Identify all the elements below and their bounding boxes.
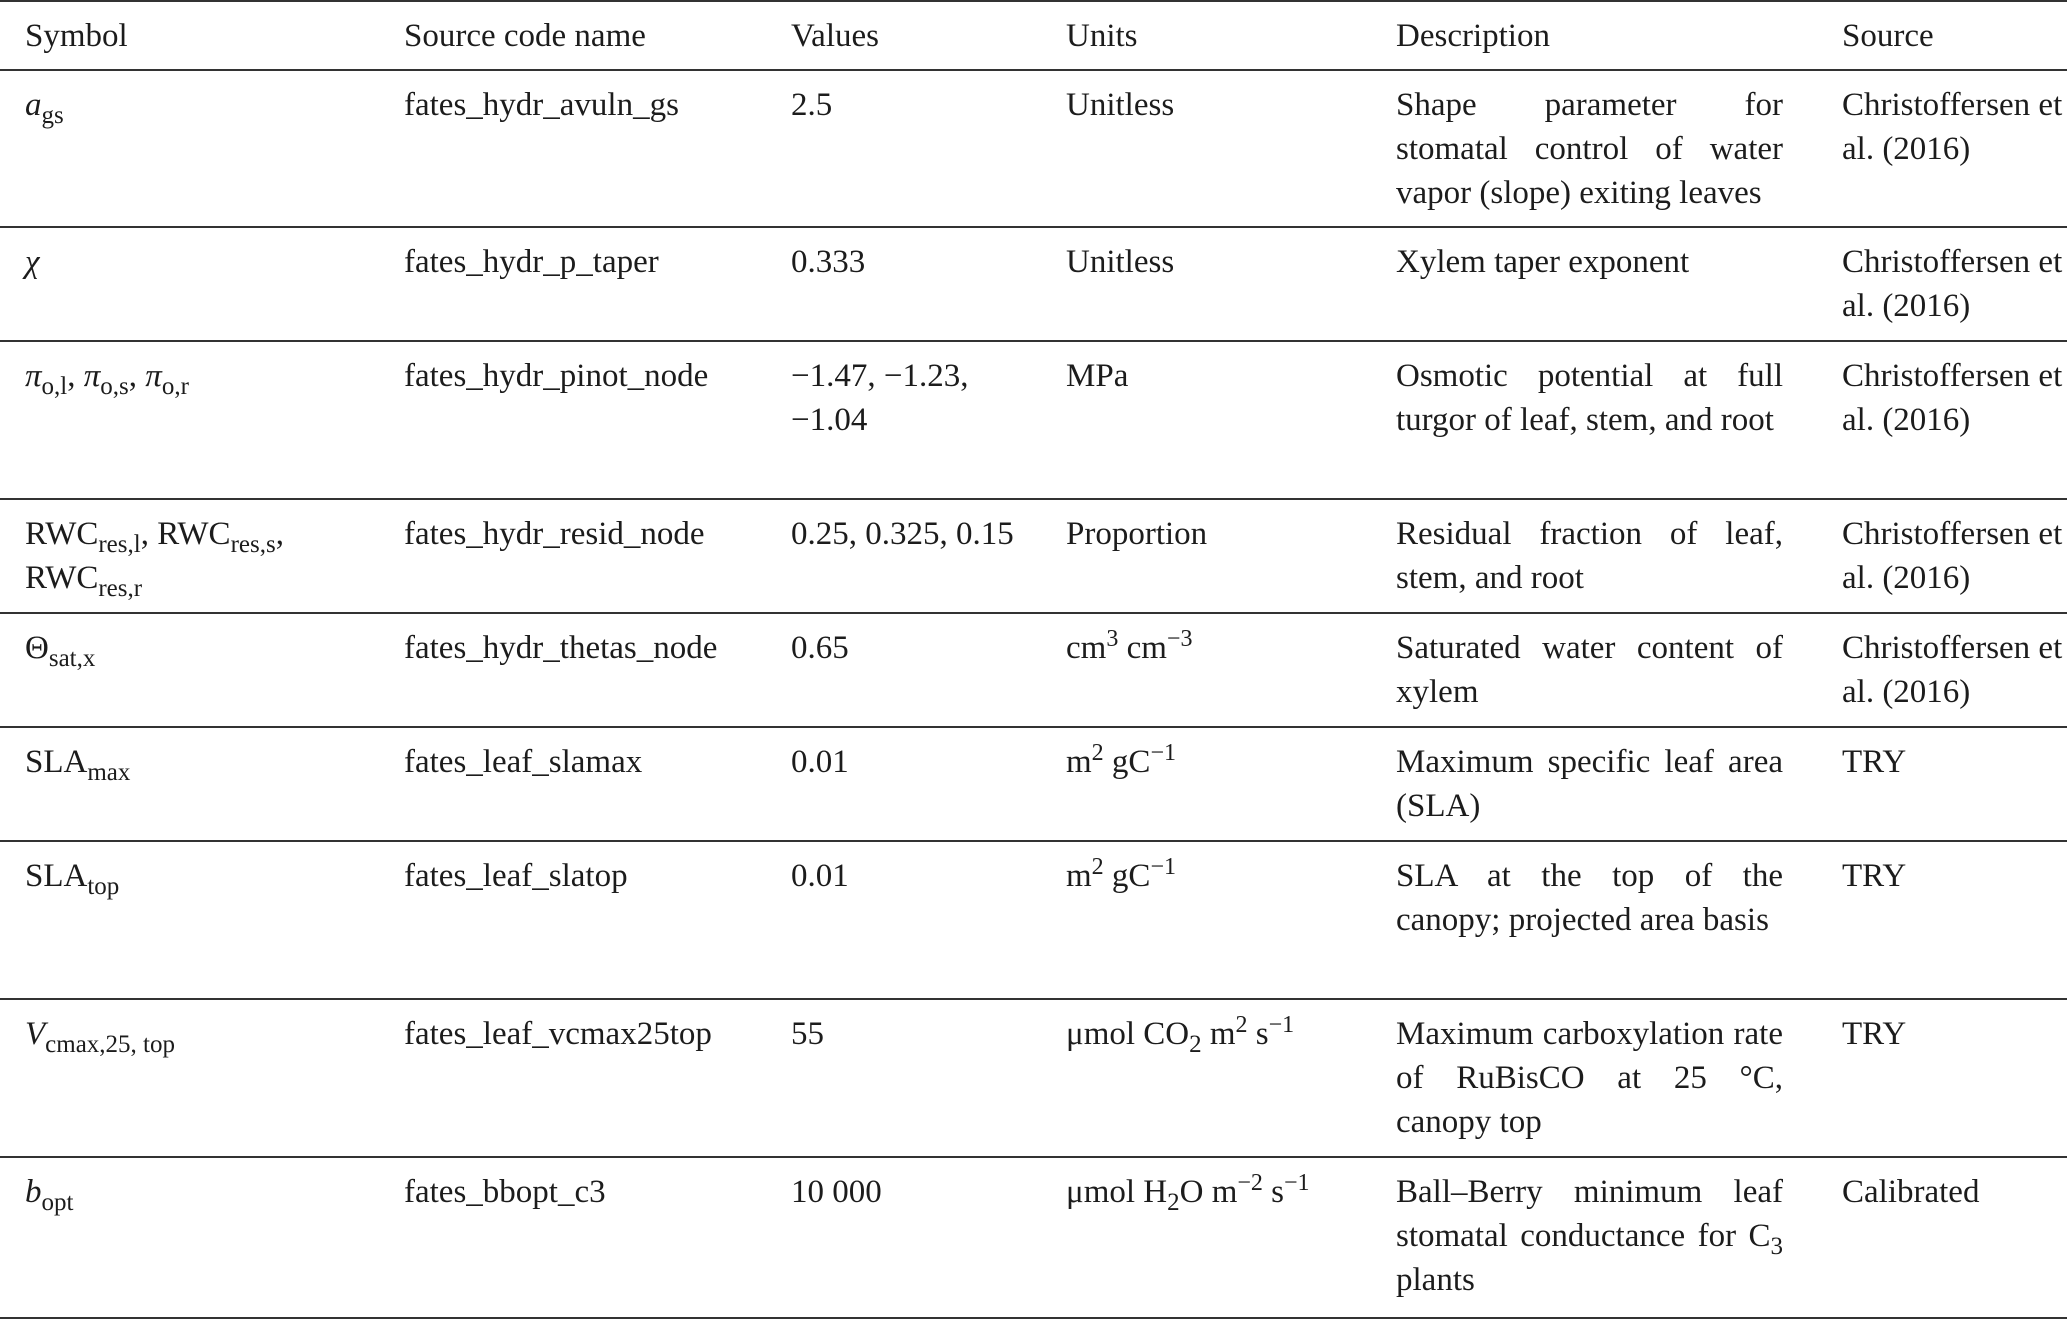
source-code-name-cell: fates_hydr_thetas_node — [379, 613, 766, 727]
source-code-name-cell: fates_hydr_p_taper — [379, 227, 766, 341]
source-code-name-cell: fates_leaf_slatop — [379, 841, 766, 999]
description-cell: Shape parameter for stomatal control of water vapor (slope) exiting leaves — [1371, 70, 1817, 227]
header-symbol: Symbol — [0, 1, 379, 70]
source-code-name-cell: fates_hydr_avuln_gs — [379, 70, 766, 227]
description-cell: Xylem taper exponent — [1371, 227, 1817, 341]
header-values: Values — [766, 1, 1041, 70]
table-row — [0, 999, 2067, 1157]
source-cell: Christoffersen et al. (2016) — [1817, 613, 2067, 727]
source-code-name-cell: fates_leaf_slamax — [379, 727, 766, 841]
values-cell: 55 — [766, 999, 1041, 1157]
values-cell: −1.47, −1.23, −1.04 — [766, 341, 1041, 499]
source-cell: TRY — [1817, 999, 2067, 1157]
table-row — [0, 227, 2067, 341]
units-cell: MPa — [1041, 341, 1371, 499]
description-cell: Ball–Berry minimum leaf stomatal conductance for $C_3$ plants — [1371, 1157, 1817, 1318]
table-row — [0, 727, 2067, 841]
units-cell: Proportion — [1041, 499, 1371, 613]
symbol-cell: $\Theta_{sat,x}$ — [0, 613, 379, 727]
description-cell: SLA at the top of the canopy; projected area basis — [1371, 841, 1817, 999]
values-cell: 0.333 — [766, 227, 1041, 341]
symbol-cell: $\pi_{o,l}$, $\pi_{o,s}$, $\pi_{o,r}$ — [0, 341, 379, 499]
description-cell: Saturated water content of xylem — [1371, 613, 1817, 727]
header-description: Description — [1371, 1, 1817, 70]
table-row — [0, 499, 2067, 613]
units-cell: μmol $H_2O$ $m^{-2}$ $s^{-1}$ — [1041, 1157, 1371, 1318]
table-row — [0, 341, 2067, 499]
source-cell: Calibrated — [1817, 1157, 2067, 1318]
units-cell: $cm^3$ $cm^{-3}$ — [1041, 613, 1371, 727]
table-row — [0, 613, 2067, 727]
header-row — [0, 1, 2067, 70]
units-cell: $m^2$ $gC^{-1}$ — [1041, 841, 1371, 999]
units-cell: μmol $CO_2$ $m^2$ $s^{-1}$ — [1041, 999, 1371, 1157]
values-cell: 0.25, 0.325, 0.15 — [766, 499, 1041, 613]
description-cell: Maximum carboxylation rate of RuBisCO at 25 °C, canopy top — [1371, 999, 1817, 1157]
symbol-cell: $a_{gs}$ — [0, 70, 379, 227]
table-row — [0, 1157, 2067, 1318]
units-cell: Unitless — [1041, 70, 1371, 227]
symbol-cell: $V_{cmax,25, top}$ — [0, 999, 379, 1157]
values-cell: 10 000 — [766, 1157, 1041, 1318]
table-row — [0, 841, 2067, 999]
symbol-cell: $SLA_{top}$ — [0, 841, 379, 999]
description-cell: Osmotic potential at full turgor of leaf, stem, and root — [1371, 341, 1817, 499]
source-code-name-cell: fates_hydr_resid_node — [379, 499, 766, 613]
header-units: Units — [1041, 1, 1371, 70]
source-cell: Christoffersen et al. (2016) — [1817, 70, 2067, 227]
symbol-cell: χ — [0, 227, 379, 341]
values-cell: 2.5 — [766, 70, 1041, 227]
units-cell: $m^2$ $gC^{-1}$ — [1041, 727, 1371, 841]
symbol-cell: $RWC_{res,l}$, $RWC_{res,s}$, $RWC_{res,r}$ — [0, 499, 379, 613]
source-cell: Christoffersen et al. (2016) — [1817, 499, 2067, 613]
values-cell: 0.01 — [766, 727, 1041, 841]
values-cell: 0.01 — [766, 841, 1041, 999]
source-cell: TRY — [1817, 841, 2067, 999]
header-source-code-name: Source code name — [379, 1, 766, 70]
table-row — [0, 70, 2067, 227]
source-cell: Christoffersen et al. (2016) — [1817, 341, 2067, 499]
description-cell: Maximum specific leaf area (SLA) — [1371, 727, 1817, 841]
symbol-cell: $b_{opt}$ — [0, 1157, 379, 1318]
source-code-name-cell: fates_bbopt_c3 — [379, 1157, 766, 1318]
symbol-cell: $SLA_{max}$ — [0, 727, 379, 841]
table-body — [0, 70, 2067, 1318]
source-cell: Christoffersen et al. (2016) — [1817, 227, 2067, 341]
table-header — [0, 1, 2067, 70]
header-source: Source — [1817, 1, 2067, 70]
source-code-name-cell: fates_hydr_pinot_node — [379, 341, 766, 499]
source-cell: TRY — [1817, 727, 2067, 841]
units-cell: Unitless — [1041, 227, 1371, 341]
values-cell: 0.65 — [766, 613, 1041, 727]
description-cell: Residual fraction of leaf, stem, and root — [1371, 499, 1817, 613]
source-code-name-cell: fates_leaf_vcmax25top — [379, 999, 766, 1157]
